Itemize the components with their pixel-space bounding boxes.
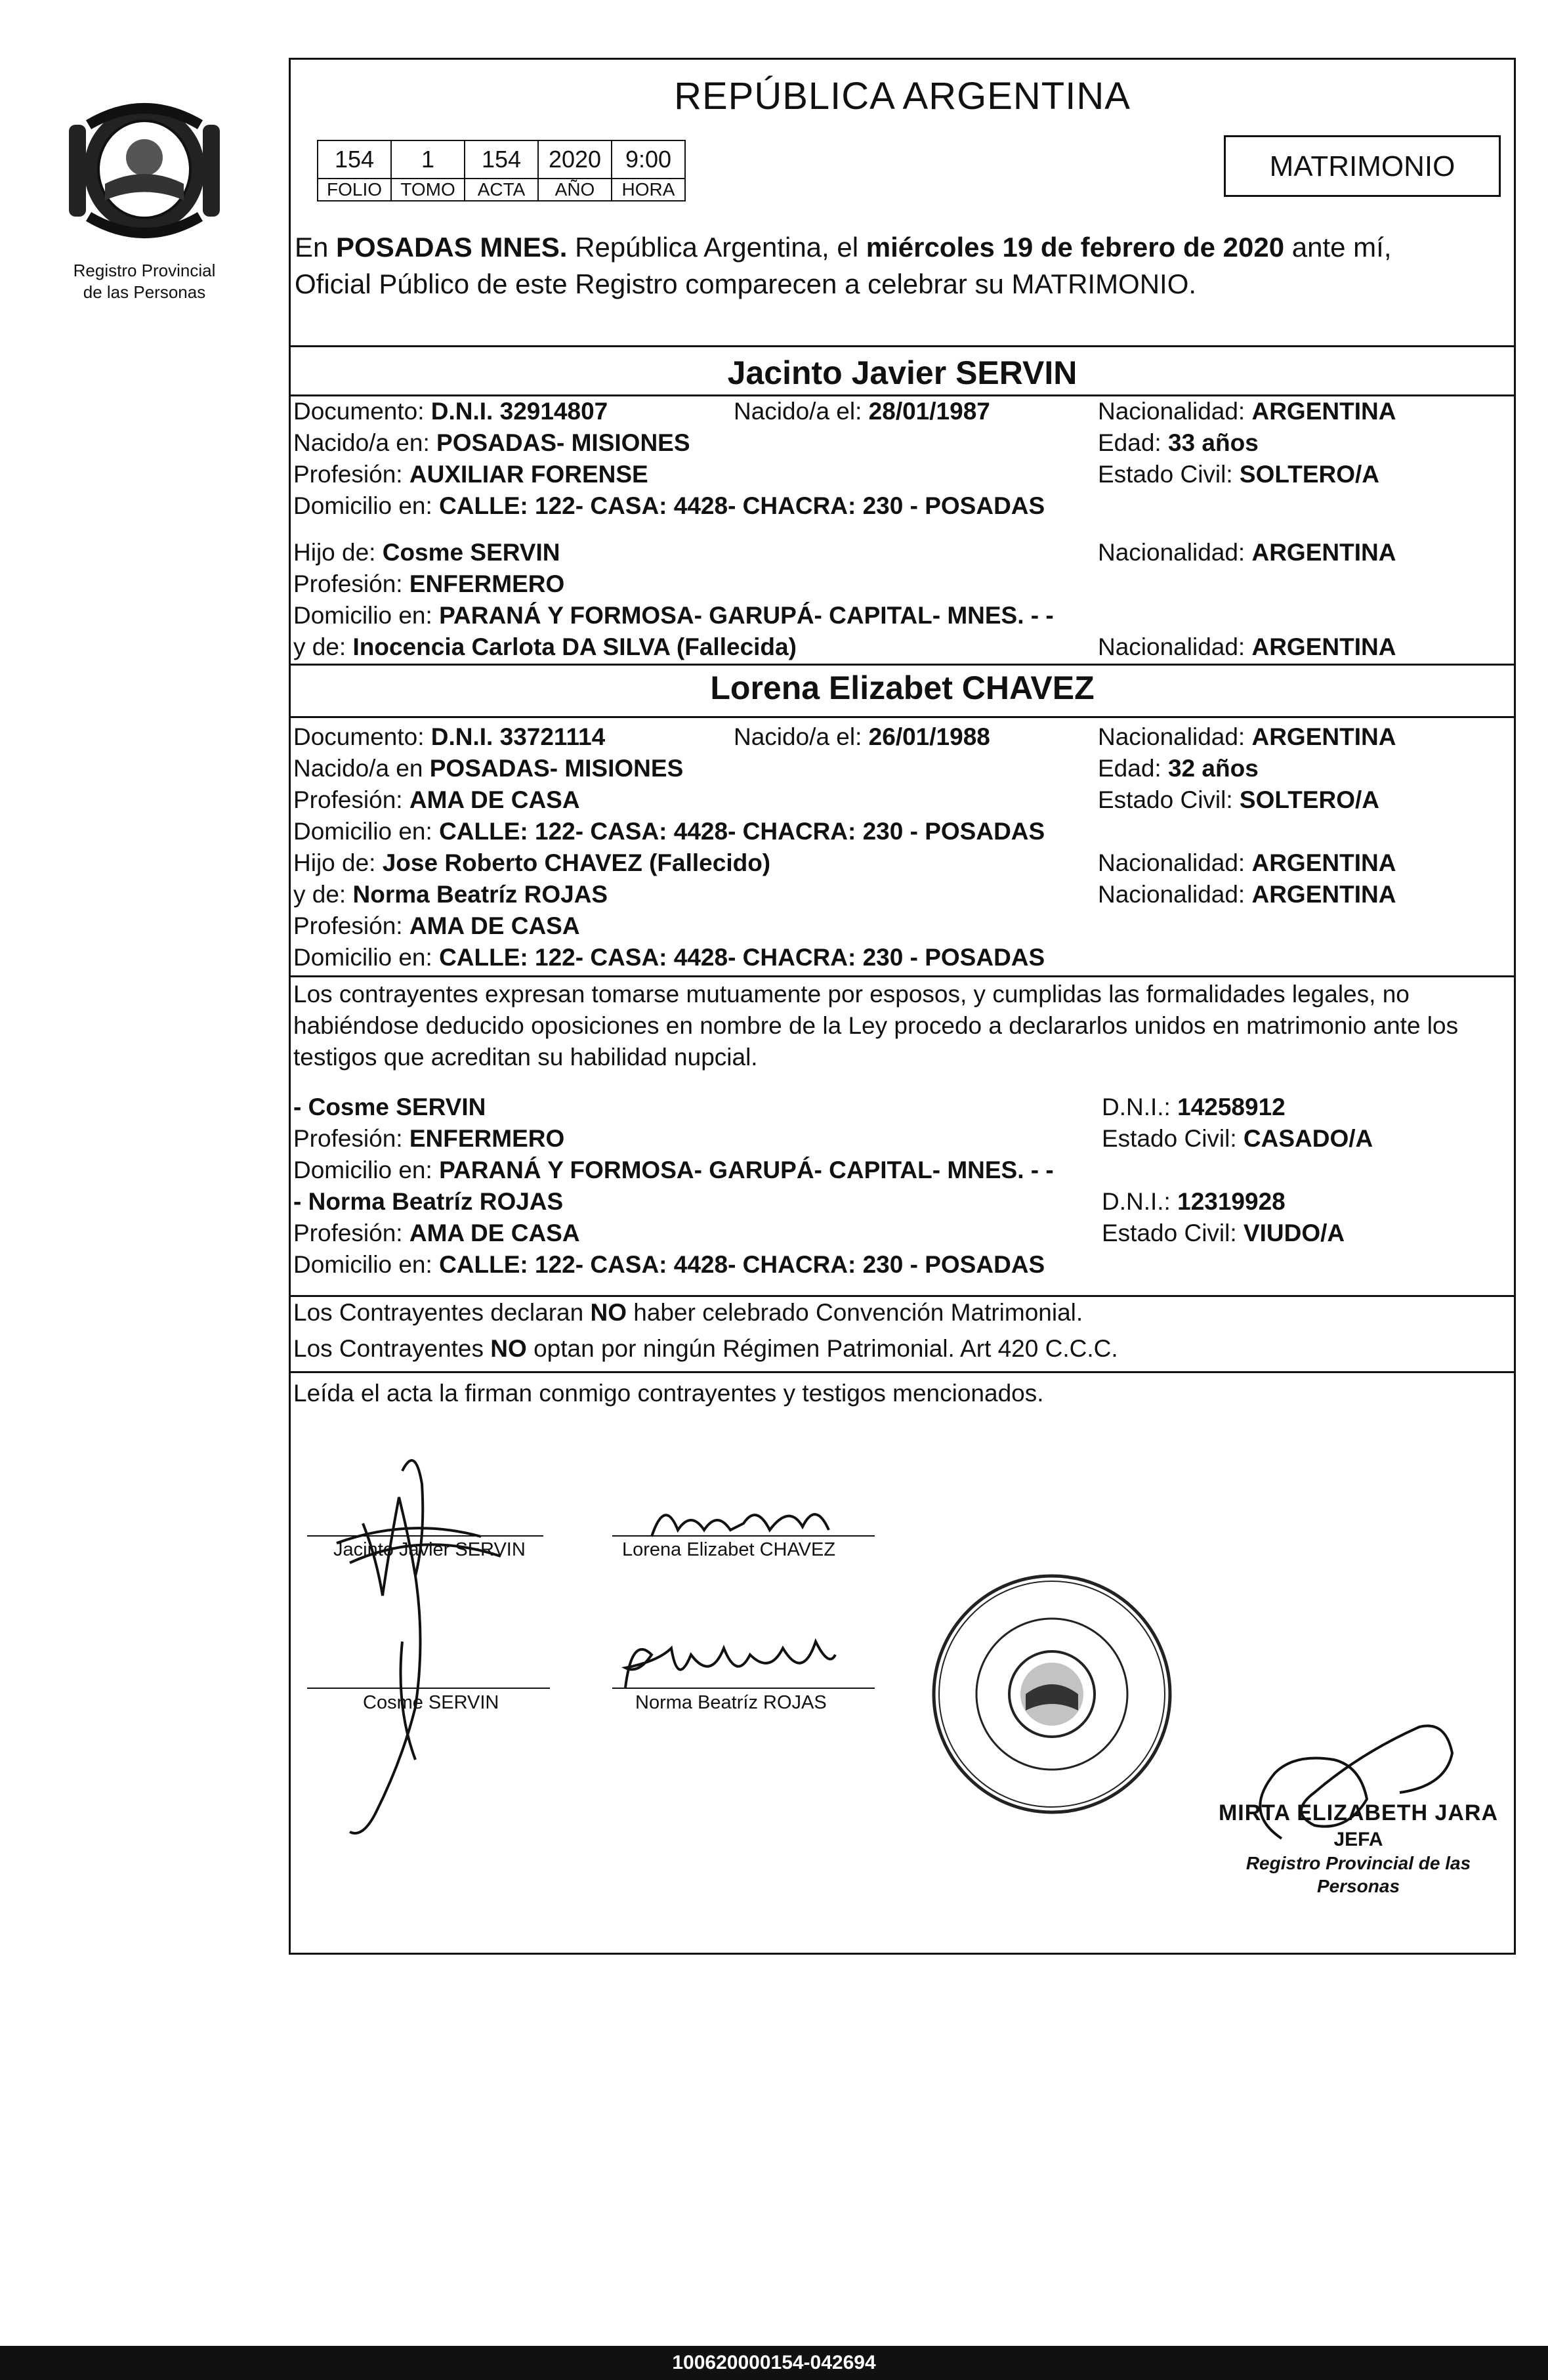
spouse1-birthdate: Nacido/a el: 28/01/1987 <box>734 398 990 425</box>
signature-name-2: Lorena Elizabet CHAVEZ <box>622 1539 836 1560</box>
spouse1-address: Domicilio en: CALLE: 122- CASA: 4428- CHACRA: 230 - POSADAS <box>293 492 1045 519</box>
logo-caption-line2: de las Personas <box>83 282 206 302</box>
spouse2-father: Hijo de: Jose Roberto CHAVEZ (Fallecido) <box>293 849 771 876</box>
spouse1-name: Jacinto Javier SERVIN <box>727 354 1077 391</box>
intro-paragraph: En POSADAS MNES. República Argentina, el miércoles 19 de febrero de 2020 ante mí, Oficial Público de este Registro comparecen a celebrar su MATRIMONIO. <box>295 232 1392 299</box>
spouse2-address: Domicilio en: CALLE: 122- CASA: 4428- CHACRA: 230 - POSADAS <box>293 818 1045 845</box>
witness2-dni: D.N.I.: 12319928 <box>1102 1188 1286 1215</box>
witness1-profession: Profesión: ENFERMERO <box>293 1125 565 1152</box>
regime-patrimonial: Los Contrayentes NO optan por ningún Régimen Patrimonial. Art 420 C.C.C. <box>293 1335 1118 1362</box>
spouse2-father-nationality: Nacionalidad: ARGENTINA <box>1098 849 1396 876</box>
spouse1-birthplace: Nacido/a en: POSADAS- MISIONES <box>293 429 690 456</box>
spouse1-age: Edad: 33 años <box>1098 429 1259 456</box>
intro-line2: Oficial Público de este Registro comparecen a celebrar su MATRIMONIO. <box>295 268 1197 299</box>
divider <box>291 345 1514 347</box>
folio-label: FOLIO <box>318 179 391 201</box>
provincial-emblem-icon <box>69 85 220 256</box>
divider <box>291 975 1514 977</box>
spouse2-age: Edad: 32 años <box>1098 755 1259 782</box>
signature-jacinto <box>310 1445 527 1852</box>
acta-value: 154 <box>465 140 538 179</box>
signature-line <box>612 1688 875 1689</box>
signature-name-3: Cosme SERVIN <box>363 1692 499 1713</box>
country-title: REPÚBLICA ARGENTINA <box>674 75 1131 117</box>
spouse2-nationality: Nacionalidad: ARGENTINA <box>1098 723 1396 750</box>
tomo-value: 1 <box>391 140 465 179</box>
witness2-name: - Norma Beatríz ROJAS <box>293 1188 564 1215</box>
signature-line <box>307 1535 543 1537</box>
spouse2-profession: Profesión: AMA DE CASA <box>293 786 580 813</box>
spouse1-mother-nationality: Nacionalidad: ARGENTINA <box>1098 633 1396 660</box>
spouse1-father: Hijo de: Cosme SERVIN <box>293 539 560 566</box>
logo-caption-line1: Registro Provincial <box>73 261 216 280</box>
divider <box>291 716 1514 718</box>
folio-value: 154 <box>318 140 391 179</box>
signature-line <box>612 1535 875 1537</box>
spouse1-document: Documento: D.N.I. 32914807 <box>293 398 608 425</box>
acta-label: ACTA <box>465 179 538 201</box>
year-label: AÑO <box>538 179 612 201</box>
spouse1-father-address: Domicilio en: PARANÁ Y FORMOSA- GARUPÁ- CAPITAL- MNES. - - <box>293 602 1054 629</box>
signature-line <box>307 1688 550 1689</box>
spouse2-document: Documento: D.N.I. 33721114 <box>293 723 606 750</box>
registry-logo <box>62 85 226 303</box>
spouse2-mother-profession: Profesión: AMA DE CASA <box>293 912 580 939</box>
witness1-civil-status: Estado Civil: CASADO/A <box>1102 1125 1373 1152</box>
spouse2-civil-status: Estado Civil: SOLTERO/A <box>1098 786 1380 813</box>
spouse1-father-profession: Profesión: ENFERMERO <box>293 570 565 597</box>
declaration-paragraph: Los contrayentes expresan tomarse mutuamente por esposos, y cumplidas las formalidades legales, no habiéndose deducido oposiciones en nombre de la Ley procedo a declararlos unidos en matrimonio ante los testigos que acreditan su habilidad nupcial. <box>293 981 1459 1071</box>
official-signature-icon <box>1203 1714 1465 1845</box>
spouse1-civil-status: Estado Civil: SOLTERO/A <box>1098 461 1380 488</box>
signature-norma <box>612 1628 848 1701</box>
witness2-civil-status: Estado Civil: VIUDO/A <box>1102 1220 1345 1246</box>
regime-convention: Los Contrayentes declaran NO haber celebrado Convención Matrimonial. <box>293 1299 1083 1326</box>
tomo-label: TOMO <box>391 179 465 201</box>
witness1-name: - Cosme SERVIN <box>293 1094 486 1120</box>
hour-label: HORA <box>612 179 685 201</box>
year-value: 2020 <box>538 140 612 179</box>
hour-value: 9:00 <box>612 140 685 179</box>
witness2-address: Domicilio en: CALLE: 122- CASA: 4428- CHACRA: 230 - POSADAS <box>293 1251 1045 1278</box>
spouse2-name: Lorena Elizabet CHAVEZ <box>710 669 1095 706</box>
reading-statement: Leída el acta la firman conmigo contrayentes y testigos mencionados. <box>293 1380 1044 1407</box>
spouse1-mother: y de: Inocencia Carlota DA SILVA (Fallecida) <box>293 633 797 660</box>
document-code: 100620000154-042694 <box>0 2346 1548 2380</box>
spouse2-mother: y de: Norma Beatríz ROJAS <box>293 881 608 908</box>
spouse2-mother-address: Domicilio en: CALLE: 122- CASA: 4428- CHACRA: 230 - POSADAS <box>293 944 1045 971</box>
intro-date: miércoles 19 de febrero de 2020 <box>866 232 1285 263</box>
witness1-dni: D.N.I.: 14258912 <box>1102 1094 1286 1120</box>
certificate-frame <box>289 58 1516 1955</box>
signature-name-1: Jacinto Javier SERVIN <box>333 1539 526 1560</box>
divider <box>291 1371 1514 1373</box>
spouse2-birthdate: Nacido/a el: 26/01/1988 <box>734 723 990 750</box>
record-header-table <box>317 140 686 202</box>
spouse1-father-nationality: Nacionalidad: ARGENTINA <box>1098 539 1396 566</box>
official-role: JEFA <box>1333 1828 1383 1850</box>
official-name: MIRTA ELIZABETH JARA <box>1218 1800 1499 1825</box>
divider <box>291 664 1514 666</box>
spouse2-mother-nationality: Nacionalidad: ARGENTINA <box>1098 881 1396 908</box>
spouse1-nationality: Nacionalidad: ARGENTINA <box>1098 398 1396 425</box>
spouse2-birthplace: Nacido/a en POSADAS- MISIONES <box>293 755 684 782</box>
signature-name-4: Norma Beatríz ROJAS <box>635 1692 827 1713</box>
witness2-profession: Profesión: AMA DE CASA <box>293 1220 580 1246</box>
official-office: Registro Provincial de las Personas <box>1245 1853 1471 1896</box>
record-type-box: MATRIMONIO <box>1224 135 1501 197</box>
intro-place: POSADAS MNES. <box>336 232 568 263</box>
registry-stamp-icon <box>927 1569 1177 1819</box>
witness1-address: Domicilio en: PARANÁ Y FORMOSA- GARUPÁ- CAPITAL- MNES. - - <box>293 1157 1054 1183</box>
official-signature-block <box>1203 1799 1514 1898</box>
spouse1-profession: Profesión: AUXILIAR FORENSE <box>293 461 648 488</box>
